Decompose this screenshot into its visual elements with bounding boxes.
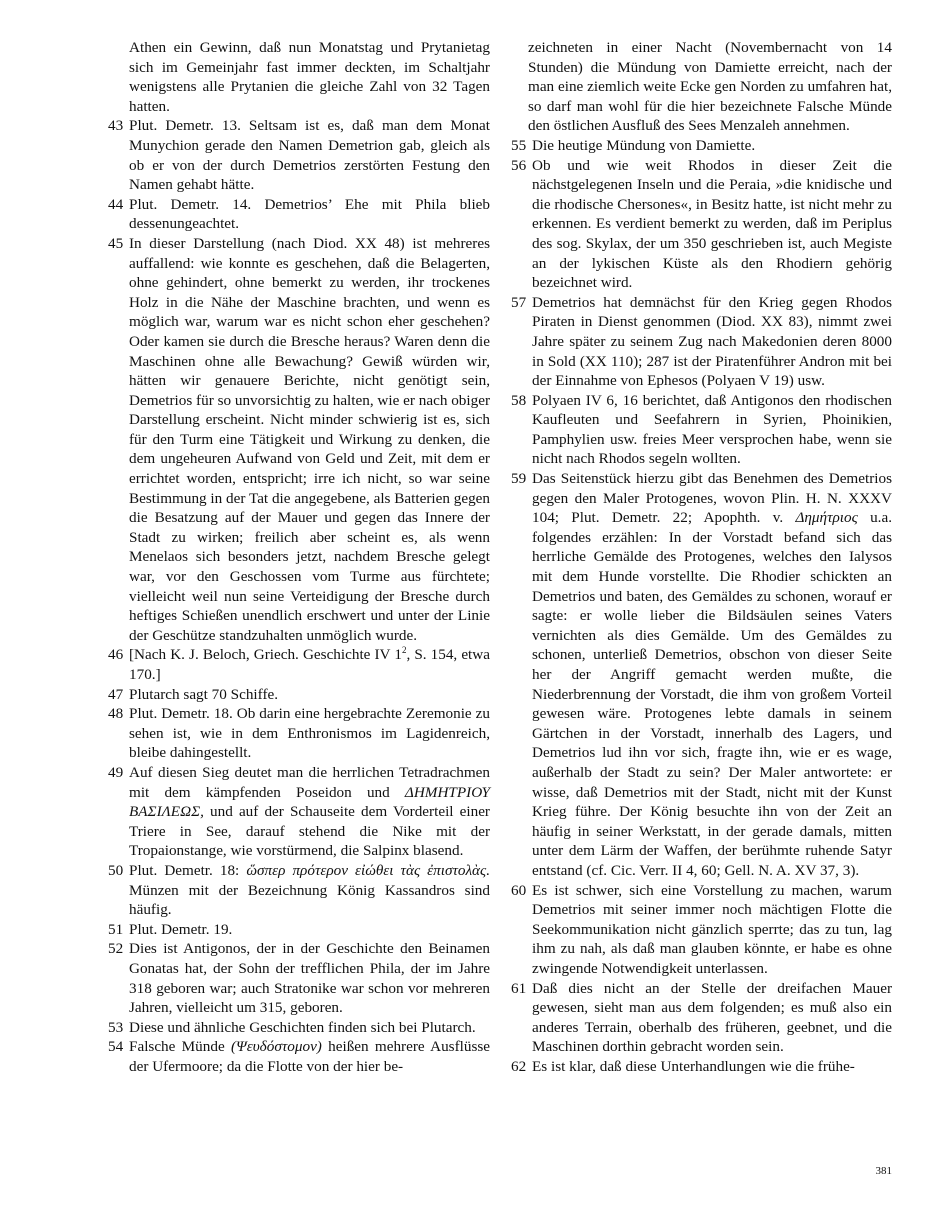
footnote-text: Es ist schwer, sich eine Vorstellung zu machen, warum Demetrios mit seiner immer noch mächtigen Flotte die Seekommunikation nicht gänzlich sperrte; das zu tun, lag ihm zu nah, als daß man glauben könnte, er habe es ohne zwingende Notwendigkeit unterlassen.	[532, 881, 892, 977]
footnote-number: 47	[108, 685, 124, 703]
footnote-number: 62	[511, 1057, 527, 1075]
footnote-51	[108, 920, 490, 940]
footnote-59	[511, 469, 892, 880]
footnote-53	[108, 1018, 490, 1038]
footnote-text: Plutarch sagt 70 Schiffe.	[129, 685, 279, 703]
left-column	[108, 38, 490, 1076]
footnote-number: 57	[511, 293, 527, 311]
footnote-text: Falsche Münde	[129, 1038, 231, 1056]
footnote-number: 43	[108, 117, 124, 135]
footnote-text: heißen mehrere Ausflüsse der Ufermoore; da die Flotte von der hier be-	[129, 1038, 491, 1075]
footnote-number: 52	[108, 940, 124, 958]
footnote-48	[108, 704, 490, 763]
footnote-number: 50	[108, 861, 124, 879]
footnote-number: 44	[108, 195, 124, 213]
footnote-number: 49	[108, 763, 124, 781]
footnote-number: 58	[511, 391, 527, 409]
footnote-text: Diese und ähnliche Geschichten finden sich bei Plutarch.	[129, 1018, 476, 1036]
footnote-number: 48	[108, 705, 124, 723]
superscript-edition: 2	[401, 645, 407, 656]
footnote-43	[108, 116, 490, 194]
footnote-text: In dieser Darstellung (nach Diod. XX 48) ist mehreres auffallend: wie konnte es geschehen, daß die Belagerten, ohne gehindert, ohne bemerkt zu werden, ihr trockenes Holz in die Nähe der Maschine brachten, und wenn es möglich war, warum war es nicht schon eher geschehen? Oder kamen sie durch die Bresche heraus? Waren denn die Maschinen ohne alle Bewachung? Gewiß würden wir, hätten wir genauere Berichte, nicht genötigt sein, Demetrios für so unvorsichtig zu halten, wie er nach obiger Darstellung erscheint. Nicht minder schwierig ist es, sich für den Turm eine Tätigkeit und Wirkung zu denken, die dem ungeheuren Aufwand von Geld und Zeit, mit dem er errichtet worden, entspricht; irre ich nicht, so war seine Bestimmung in der Tat die angegebene, als Batterien gegen die Besatzung auf der Mauer und gegen das Innere der Stadt zu wirken; freilich aber scheint es, als wenn Menelaos sich besonders jetzt, nachdem Bresche gelegt war, vor den Geschossen vom Turme aus fürchtete; vielleicht weil nun seine Verteidigung der Bresche durch heftiges Schießen unendlich erschwert und unter der Linie der Geschütze standzuhalten unmöglich wurde.	[129, 234, 491, 644]
footnote-number: 45	[108, 234, 124, 252]
footnote-text: u.a. folgendes erzählen: In der Vorstadt befand sich das herrliche Gemälde des Protogenes, welches den Ialysos mit dem Hunde vorstellte. Die Rhodier schickten an Demetrios und baten, des Gemäldes zu schonen, worauf er sagte: er wolle lieber die Bildsäulen seines Vaters vernichten als dies Gemälde. Um des Gemäldes zu schonen, unterließ Demetrios, obschon von dieser Seite her der Angriff gemacht werden mußte, die Niederbrennung der Vorstadt, die ihm von großem Vorteil gewesen wäre. Protogenes lebte damals in seinem Gärtchen in der Vorstadt, innerhalb des Lagers, und Demetrios lud ihn vor sich, fragte ihn, wie er es wage, außerhalb der Stadt zu sein? Der Maler antwortete: er wisse, daß Demetrios mit der Stadt, nicht mit der Kunst Krieg führe. Der König besuchte ihn von der Zeit an häufig in seiner Werkstatt, in der gerade damals, mitten unter dem Lärm der Waffen, der berühmte ruhende Satyr entstand (cf. Cic. Verr. II 4, 60; Gell. N. A. XV 37, 3).	[532, 509, 893, 879]
footnote-text: Ob und wie weit Rhodos in dieser Zeit die nächstgelegenen Inseln und die Peraia, »die knidische und die rhodische Chersones«, in Besitz hatte, ist nicht mehr zu erkennen. Es verdient bemerkt zu werden, daß im Periplus des sog. Skylax, der um 350 geschrieben ist, auch Megiste an der lykischen Küste als den Rhodiern gehörig bezeichnet wird.	[532, 156, 892, 292]
footnote-number: 55	[511, 136, 527, 154]
footnote-number: 53	[108, 1018, 124, 1036]
footnote-number: 46	[108, 646, 124, 664]
footnote-57	[511, 293, 892, 391]
note-continuation: zeichneten in einer Nacht (Novembernacht von 14 Stunden) die Mündung von Damiette erreicht, nach der man eine ziemlich weite Ecke gen Norden zu umfahren hat, so darf man wohl für die hier bezeichnete Falsche Münde den östlichen Ausfluß des Sees Menzaleh annehmen.	[528, 39, 892, 135]
footnote-61	[511, 979, 892, 1057]
footnote-55	[511, 136, 892, 156]
greek-text: ὥσπερ πρότερον εἰώθει τὰς ἐπιστολὰς.	[246, 861, 490, 879]
footnote-44	[108, 195, 490, 234]
footnote-text: Plut. Demetr. 19.	[129, 920, 233, 938]
greek-text: ΔΗΜΗΤΡΙΟΥ ΒΑΣΙΛΕΩΣ,	[129, 783, 490, 821]
footnote-text: Plut. Demetr. 18. Ob darin eine hergebrachte Zeremonie zu sehen ist, wie in dem Enthronismos im Lagidenreich, bleibe dahingestellt.	[129, 705, 490, 762]
footnote-text: Münzen mit der Bezeichnung König Kassandros sind häufig.	[129, 881, 490, 919]
footnote-50	[108, 861, 490, 920]
footnote-text: Daß dies nicht an der Stelle der dreifachen Mauer gewesen, sieht man aus dem folgenden; es muß also ein anderes Terrain, oberhalb des früheren, geebnet, und die Maschinen dorthin gebracht worden sein.	[532, 979, 892, 1056]
footnote-text: Dies ist Antigonos, der in der Geschichte den Beinamen Gonatas hat, der Sohn der trefflichen Phila, der im Jahre 318 geboren war; auch Stratonike war schon vor mehreren Jahren, vielleicht um 315, geboren.	[129, 940, 490, 1017]
footnote-58	[511, 391, 892, 469]
right-column	[511, 38, 892, 1076]
footnote-text: Plut. Demetr. 14. Demetrios’ Ehe mit Phila blieb dessenungeachtet.	[129, 195, 490, 233]
footnote-text: Demetrios hat demnächst für den Krieg gegen Rhodos Piraten in Dienst genommen (Diod. XX 83), nimmt zwei Jahre später zu seinem Zug nach Makedonien deren 8000 in Sold (XX 110); 287 ist der Piratenführer Andron mit bei der Einnahme von Ephesos (Polyaen V 19) usw.	[532, 293, 892, 390]
footnote-text: Polyaen IV 6, 16 berichtet, daß Antigonos den rhodischen Kaufleuten und Seefahrern in Syrien, Phoinikien, Pamphylien usw. freies Meer versprochen habe, wenn sie nicht nach Rhodos segeln wollten.	[532, 391, 892, 468]
footnote-text: Es ist klar, daß diese Unterhandlungen wie die frühe-	[532, 1057, 855, 1075]
footnote-number: 51	[108, 920, 124, 938]
footnote-54	[108, 1037, 490, 1076]
footnote-number: 61	[511, 979, 527, 997]
footnote-number: 54	[108, 1038, 124, 1056]
footnote-text: und auf der Schauseite dem Vorderteil einer Triere in See, darauf stehend die Nike mit der Tropaionstange, wie vorstürmend, die Salpinx blasend.	[129, 803, 490, 860]
greek-text: Δημήτριος	[795, 509, 858, 527]
footnote-text: Das Seitenstück hierzu gibt das Benehmen des Demetrios gegen den Maler Protogenes, wovon Plin. H. N. XXXV 104; Plut. Demetr. 22; Apophth. v.	[532, 470, 892, 527]
footnote-49	[108, 763, 490, 861]
footnote-text: , S. 154, etwa 170.]	[129, 646, 490, 683]
footnote-46	[108, 645, 490, 684]
footnote-56	[511, 156, 892, 293]
footnote-text: Plut. Demetr. 18:	[129, 861, 247, 879]
footnote-number: 60	[511, 881, 527, 899]
footnote-62	[511, 1057, 892, 1077]
footnote-number: 56	[511, 156, 527, 174]
page-number: 381	[875, 1165, 892, 1177]
footnote-text: Plut. Demetr. 13. Seltsam ist es, daß man dem Monat Munychion gerade den Namen Demetrion gab, gleich als ob er von der durch Demetrios zerstörten Festung den Namen gehabt hätte.	[129, 117, 490, 194]
note-continuation: Athen ein Gewinn, daß nun Monatstag und Prytanietag sich im Gemeinjahr fast immer deckten, im Schaltjahr wenigstens alle Prytanien die gleiche Zahl von 32 Tagen hatten.	[129, 39, 490, 115]
footnote-47	[108, 685, 490, 705]
footnote-text: [Nach K. J. Beloch, Griech. Geschichte IV 1	[129, 646, 402, 664]
footnote-45	[108, 234, 490, 645]
footnote-52	[108, 939, 490, 1017]
footnote-number: 59	[511, 470, 527, 488]
greek-text: (Ψευδόστομον)	[230, 1038, 322, 1056]
footnote-60	[511, 881, 892, 979]
footnote-text: Die heutige Mündung von Damiette.	[532, 136, 756, 154]
footnote-text: Auf diesen Sieg deutet man die herrlichen Tetradrachmen mit dem kämpfenden Poseidon und	[129, 763, 490, 801]
